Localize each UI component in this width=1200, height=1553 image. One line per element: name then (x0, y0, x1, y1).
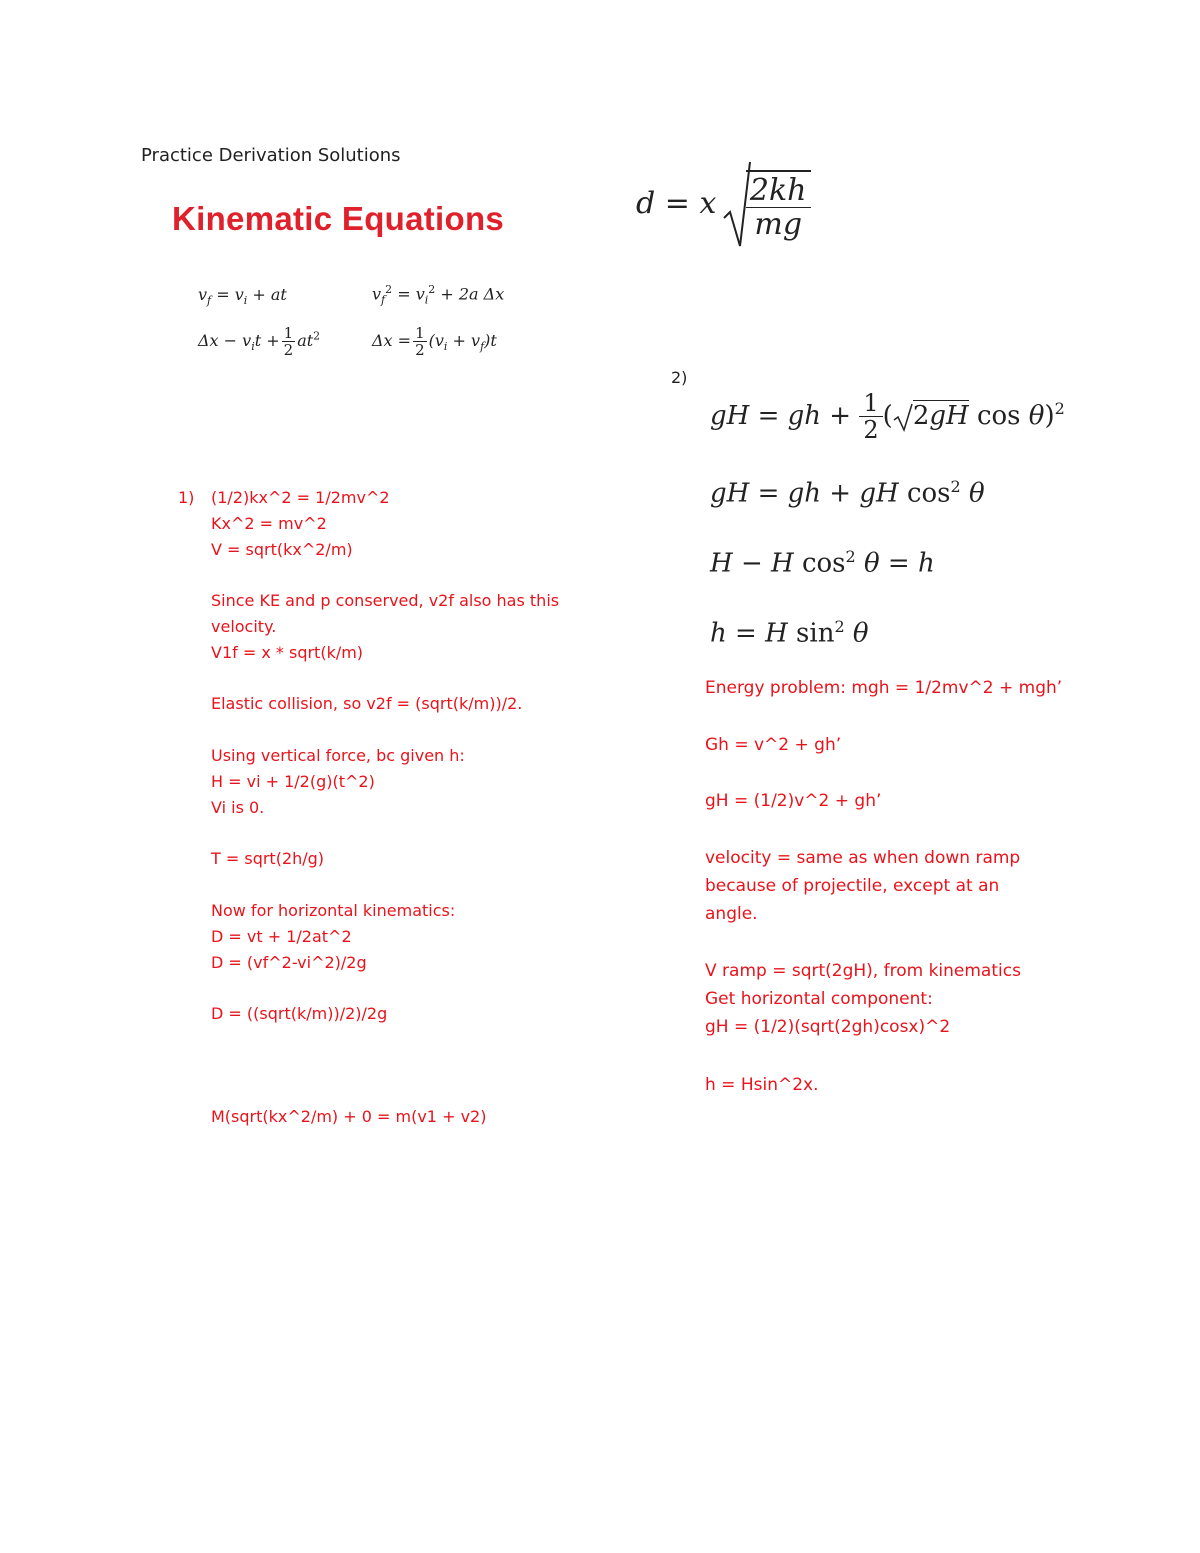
p1-line: T = sqrt(2h/g) (211, 849, 325, 868)
p2-line: gH = (1/2)(sqrt(2gh)cosx)^2 (705, 1017, 951, 1037)
p1-line: V = sqrt(kx^2/m) (211, 540, 353, 559)
energy-equation-2: gH = gh + gH $\cos^2 \theta$ (710, 477, 985, 509)
p2-line: angle. (705, 904, 758, 924)
p1-line: H = vi + 1/2(g)(t^2) (211, 772, 375, 791)
p2-line: V ramp = sqrt(2gH), from kinematics (705, 961, 1021, 981)
p1-line: Vi is 0. (211, 798, 265, 817)
p1-line: Since KE and p conserved, v2f also has this (211, 591, 560, 610)
problem-1-number: 1) (178, 488, 195, 507)
p1-line: Now for horizontal kinematics: (211, 901, 456, 920)
p1-line: D = (vf^2-vi^2)/2g (211, 953, 367, 972)
kinematic-equation-3: $\Delta x - v_it$ + $\frac{1}{2}$ $at^2$ (198, 324, 321, 359)
p2-line: Get horizontal component: (705, 989, 933, 1009)
p1-line: Kx^2 = mv^2 (211, 514, 327, 533)
energy-equation-4: h = H $\sin^2 \theta$ (710, 617, 869, 649)
p2-line: velocity = same as when down ramp (705, 848, 1021, 868)
p1-line: D = vt + 1/2at^2 (211, 927, 352, 946)
kinematic-equation-2: $v_f^2 = v_i^2 + 2a$ Δx (372, 283, 505, 307)
p2-line: Gh = v^2 + gh’ (705, 735, 842, 755)
p2-line: h = Hsin^2x. (705, 1075, 819, 1095)
sqrt-sign-icon (893, 402, 913, 432)
problem-2-number: 2) (671, 368, 688, 387)
energy-equation-3: H − H $\cos^2 \theta = h$ (710, 547, 935, 579)
kinematic-equation-4: Δx = $\frac{1}{2}$ $(v_i + v_f)t$ (372, 324, 497, 359)
kinematic-equations-heading: Kinematic Equations (172, 200, 505, 237)
p1-line: Using vertical force, bc given h: (211, 746, 465, 765)
p2-line: gH = (1/2)v^2 + gh’ (705, 791, 882, 811)
p1-line: D = ((sqrt(k/m))/2)/2g (211, 1004, 388, 1023)
document-title: Practice Derivation Solutions (141, 145, 401, 166)
distance-formula: d = x $\frac{2kh}{mg}$ (636, 160, 811, 250)
p1-line: (1/2)kx^2 = 1/2mv^2 (211, 488, 390, 507)
p1-line: velocity. (211, 617, 277, 636)
energy-equation-1: gH = gh + $\frac{1}{2}$ ( 2gH cos θ)$^2$ (710, 389, 1065, 445)
p2-line: Energy problem: mgh = 1/2mv^2 + mgh’ (705, 678, 1063, 698)
p1-final-line: M(sqrt(kx^2/m) + 0 = m(v1 + v2) (211, 1107, 487, 1126)
kinematic-equation-1: $v_f = v_i$ + at (198, 285, 287, 308)
p2-line: because of projectile, except at an (705, 876, 1000, 896)
p1-line: V1f = x * sqrt(k/m) (211, 643, 364, 662)
p1-line: Elastic collision, so v2f = (sqrt(k/m))/2. (211, 694, 523, 713)
